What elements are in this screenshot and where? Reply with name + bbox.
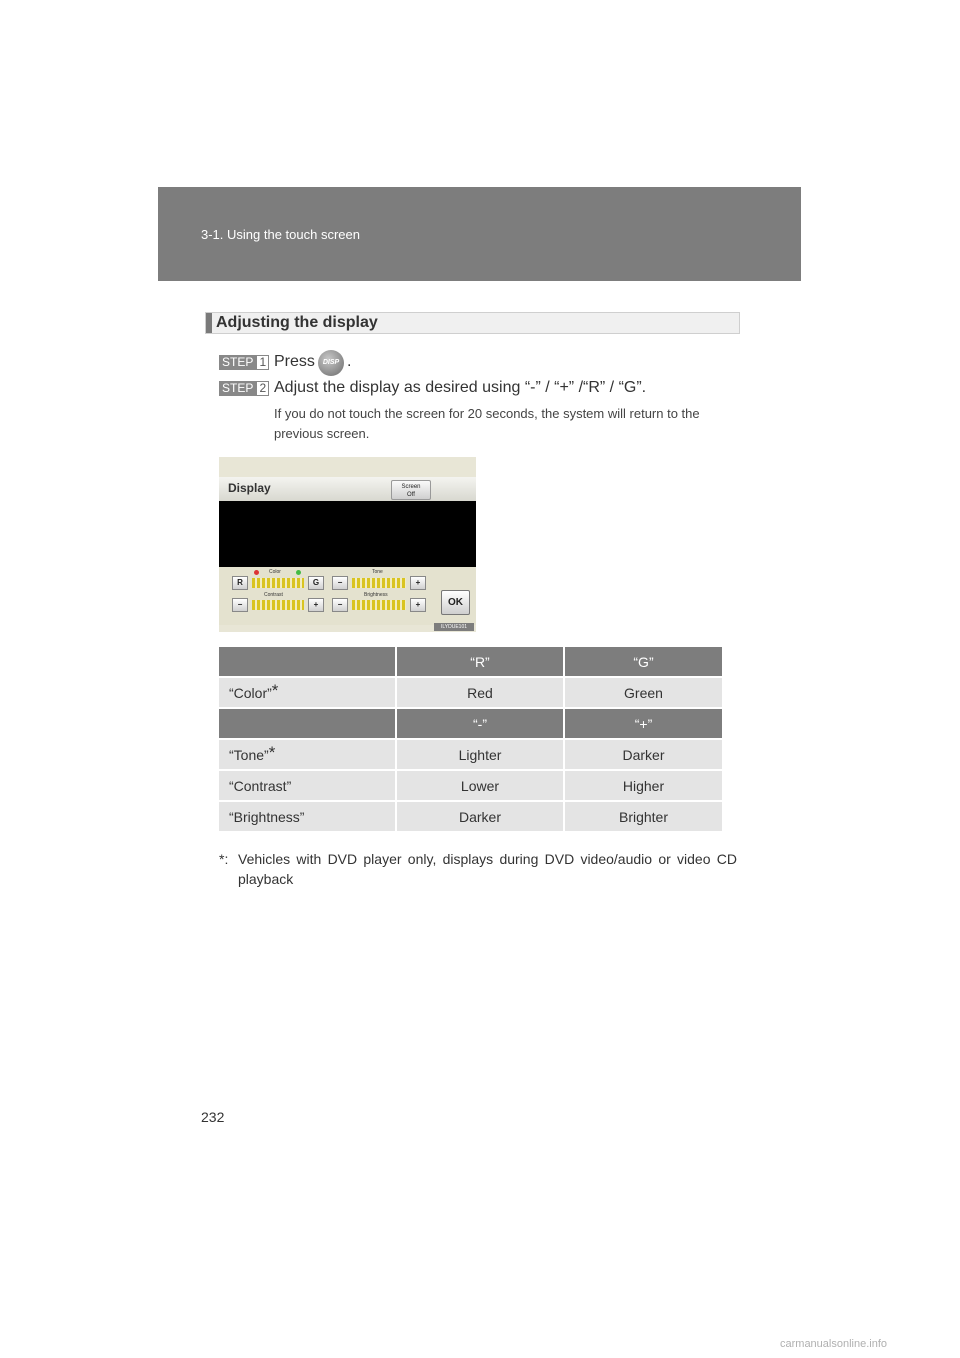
asterisk: * xyxy=(271,680,279,700)
tone-control xyxy=(332,576,426,590)
table-header-row xyxy=(219,708,722,739)
table-cell: Green xyxy=(564,677,722,708)
row-label: “Color” xyxy=(229,684,272,701)
table-cell: Darker xyxy=(564,739,722,770)
green-dot-icon xyxy=(296,570,301,575)
step-label: STEP xyxy=(219,381,256,396)
table-header-cell: “+” xyxy=(564,708,722,739)
footnote xyxy=(219,849,737,889)
display-screen-illustration xyxy=(219,457,476,632)
disp-button-icon: DISP xyxy=(318,350,344,376)
step-number: 2 xyxy=(256,381,269,396)
illustration-code: ILYDUE101 xyxy=(434,623,474,631)
table-row xyxy=(219,801,722,832)
table-cell: Brighter xyxy=(564,801,722,832)
row-label: “Tone” xyxy=(229,746,269,763)
screen-off-label-1: Screen xyxy=(401,484,421,490)
color-meter xyxy=(252,578,304,588)
table-cell: Higher xyxy=(564,770,722,801)
step-note: If you do not touch the screen for 20 seconds, the system will return to the previous screen. xyxy=(274,406,700,441)
table-cell-label xyxy=(219,739,396,770)
step-2-badge xyxy=(219,381,269,396)
contrast-control xyxy=(232,598,324,612)
table-header-cell xyxy=(219,647,396,677)
tone-label: Tone xyxy=(372,569,383,575)
footnote-text: Vehicles with DVD player only, displays during DVD video/audio or video CD playback xyxy=(238,851,737,887)
color-control xyxy=(232,576,324,590)
footnote-mark: *: xyxy=(219,851,229,867)
red-dot-icon xyxy=(254,570,259,575)
table-row xyxy=(219,677,722,708)
g-button: G xyxy=(308,576,324,590)
step-label: STEP xyxy=(219,355,256,370)
section-title-bar xyxy=(205,312,740,334)
table-header-cell: “-” xyxy=(396,708,564,739)
r-button: R xyxy=(232,576,248,590)
brightness-minus-button: − xyxy=(332,598,348,612)
table-cell: Lighter xyxy=(396,739,564,770)
table-cell-label: “Contrast” xyxy=(219,770,396,801)
section-title: Adjusting the display xyxy=(216,314,378,331)
table-header-cell: “G” xyxy=(564,647,722,677)
screen-off-label-2: Off xyxy=(407,492,415,498)
table-row xyxy=(219,770,722,801)
table-cell: Red xyxy=(396,677,564,708)
screen-title: Display xyxy=(228,481,271,495)
tone-plus-button: + xyxy=(410,576,426,590)
brightness-control xyxy=(332,598,426,612)
brightness-meter xyxy=(352,600,406,610)
table-cell-label xyxy=(219,677,396,708)
section-label: 3-1. Using the touch screen xyxy=(201,227,360,242)
table-header-cell: “R” xyxy=(396,647,564,677)
contrast-plus-button: + xyxy=(308,598,324,612)
section-title-accent xyxy=(206,313,212,333)
brightness-plus-button: + xyxy=(410,598,426,612)
step-1-period: . xyxy=(347,353,352,370)
tone-minus-button: − xyxy=(332,576,348,590)
table-header-row xyxy=(219,647,722,677)
contrast-meter xyxy=(252,600,304,610)
step-1-text: Press xyxy=(274,353,315,370)
table-cell: Lower xyxy=(396,770,564,801)
color-label: Color xyxy=(269,569,281,575)
table-cell: Darker xyxy=(396,801,564,832)
step-1-badge xyxy=(219,355,269,370)
table-row xyxy=(219,739,722,770)
page-number: 232 xyxy=(201,1109,225,1125)
table-cell-label: “Brightness” xyxy=(219,801,396,832)
ok-button: OK xyxy=(441,590,470,615)
screen-off-button xyxy=(391,480,431,500)
watermark: carmanualsonline.info xyxy=(780,1338,888,1350)
contrast-minus-button: − xyxy=(232,598,248,612)
tone-meter xyxy=(352,578,406,588)
header-band xyxy=(158,187,801,281)
screen-preview-area xyxy=(219,501,476,567)
step-number: 1 xyxy=(256,355,269,370)
adjustment-table xyxy=(219,647,722,833)
table-header-cell xyxy=(219,708,396,739)
contrast-label: Contrast xyxy=(264,592,283,598)
brightness-label: Brightness xyxy=(364,592,388,598)
step-2-text: Adjust the display as desired using “-” / “+” /“R” / “G”. xyxy=(274,379,647,396)
asterisk: * xyxy=(268,742,276,762)
